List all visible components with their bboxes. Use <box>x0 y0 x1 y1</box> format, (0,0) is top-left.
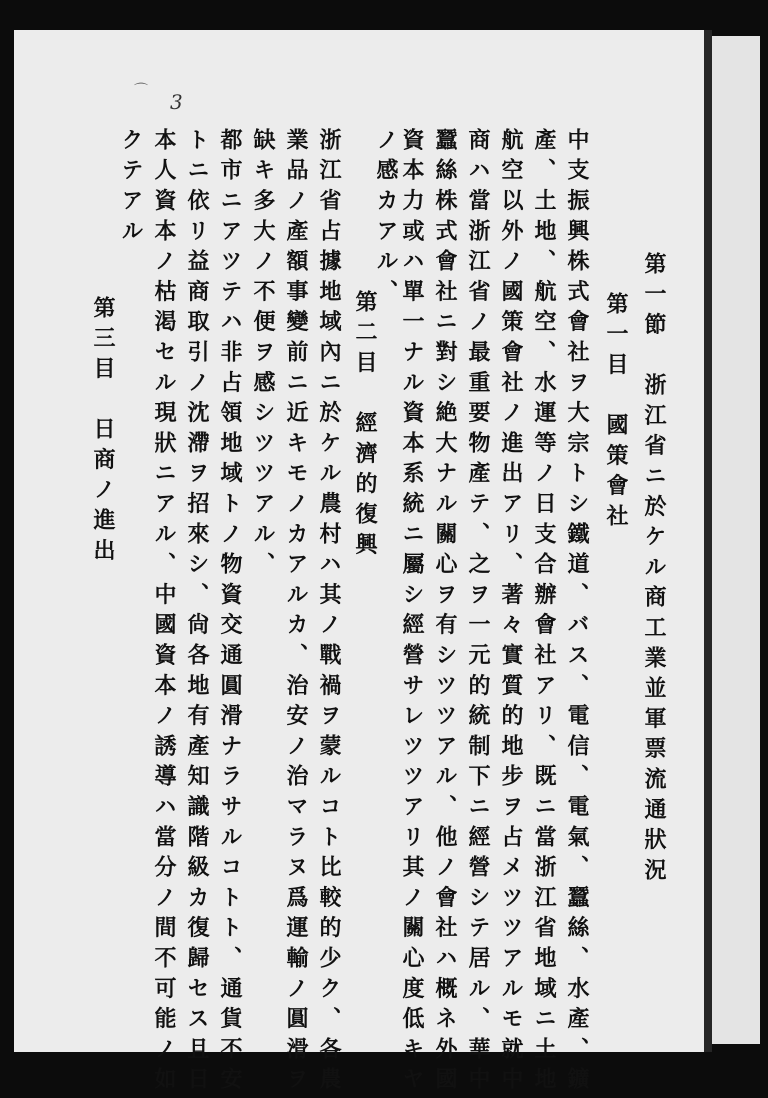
text-line: 本人資本ノ枯渇セル現狀ニアル、中國資本ノ誘導ハ當分ノ間不可能ノ如 <box>151 128 177 1098</box>
item3-heading: 第三目 日商ノ進出 <box>90 296 116 569</box>
text-line: 都市ニアツテハ非占領地域トノ物資交通圓滑ナラサルコトト、通貨不安 <box>217 128 243 1098</box>
text-line: トニ依リ益商取引ノ沈滯ヲ招來シ、尙各地有產知識階級カ復歸セス且日 <box>184 128 210 1098</box>
page-number: 3 <box>170 90 183 114</box>
text-line: クテアル <box>118 128 144 250</box>
text-line: 蠶絲株式會社ニ對シ絶大ナル關心ヲ有シツツアル、他ノ會社ハ概ネ外國 <box>432 128 458 1098</box>
text-line: 中支振興株式會社ヲ大宗トシ鐵道、バス、電信、電氣、蠶絲、水產、鑛 <box>564 128 590 1098</box>
text-line: 業品ノ產額事變前ニ近キモノカアルカ、治安ノ治マラヌ爲運輸ノ圓滑ヲ <box>283 128 309 1098</box>
section-title: 第一節 浙江省ニ於ケル商工業並軍票流通狀況 <box>641 252 667 889</box>
margin-mark: ⌒ <box>134 83 148 99</box>
item1-heading: 第一目 國策會社 <box>603 292 629 535</box>
text-line: ノ感カアル、 <box>373 128 399 310</box>
text-line: 浙江省占據地域內ニ於ケル農村ハ其ノ戰禍ヲ蒙ルコト比較的少ク、各農 <box>316 128 342 1098</box>
book-spine <box>704 30 712 1052</box>
adjacent-page-edge <box>712 36 760 1044</box>
text-line: 缺キ多大ノ不便ヲ感シツツアル、 <box>250 128 276 583</box>
text-line: 產、土地、航空、水運等ノ日支合辦會社アリ、既ニ當浙江省地域ニ土地 <box>531 128 557 1098</box>
text-line: 航空以外ノ國策會社ノ進出アリ、著々實質的地步ヲ占メツツアルモ就中 <box>498 128 524 1098</box>
item2-heading: 第二目 經濟的復興 <box>352 290 378 563</box>
text-line: 資本力或ハ單一ナル資本系統ニ屬シ經營サレツツアリ其ノ關心度低キヤ <box>399 128 425 1098</box>
text-line: 商ハ當浙江省ノ最重要物產テ、之ヲ一元的統制下ニ經營シテ居ル、華中 <box>465 128 491 1098</box>
